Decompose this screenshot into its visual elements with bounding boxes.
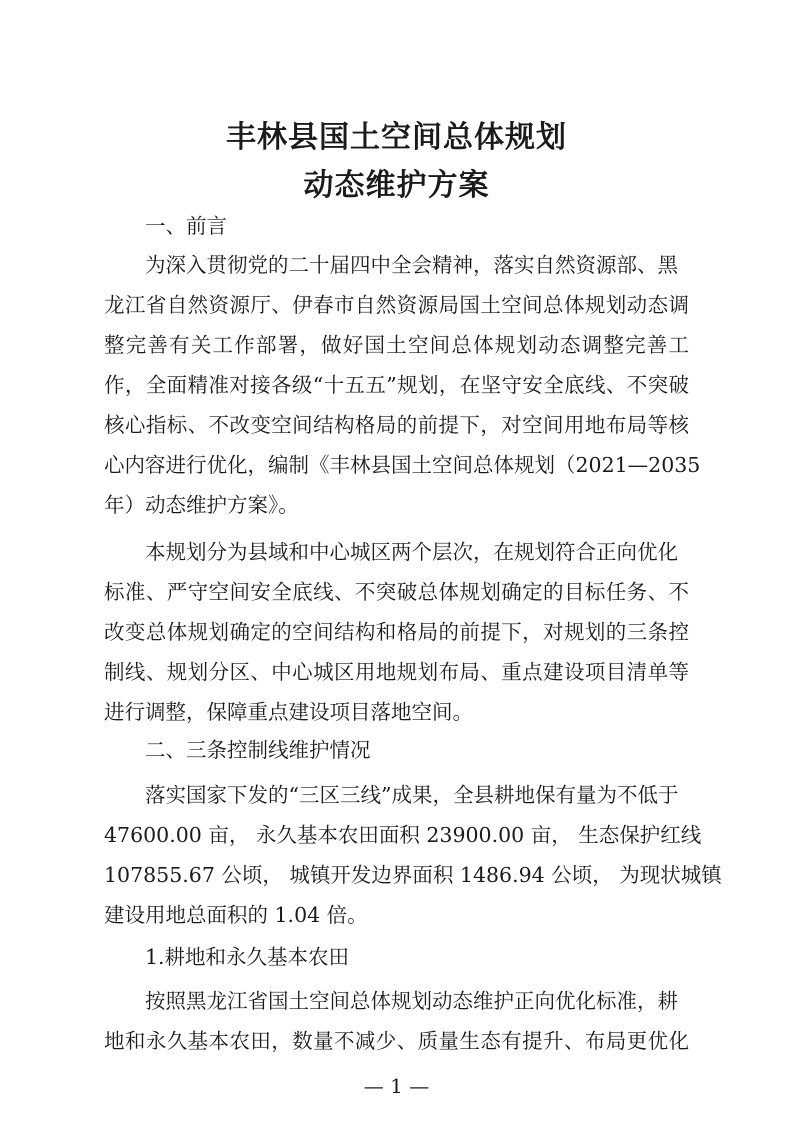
paragraph-line: 标准、严守空间安全底线、不突破总体规划确定的目标任务、不: [104, 580, 689, 604]
paragraph-line: 107855.67 公顷， 城镇开发边界面积 1486.94 公顷， 为现状城镇: [104, 863, 722, 887]
paragraph-line: 年）动态维护方案》。: [104, 493, 299, 517]
paragraph-line: 制线、规划分区、中心城区用地规划布局、重点建设项目清单等: [104, 660, 689, 684]
paragraph-line: 为深入贯彻党的二十届四中全会精神，落实自然资源部、黑: [145, 253, 678, 277]
paragraph-line: 心内容进行优化，编制《丰林县国土空间总体规划（2021—2035: [104, 453, 701, 477]
paragraph-line: 地和永久基本农田，数量不减少、质量生态有提升、布局更优化: [104, 1029, 689, 1053]
section-heading-preface: 一、前言: [145, 214, 227, 238]
paragraph-line: 龙江省自然资源厅、伊春市自然资源局国土空间总体规划动态调: [104, 293, 689, 317]
paragraph-line: 整完善有关工作部署，做好国土空间总体规划动态调整完善工: [104, 333, 689, 357]
paragraph-line: 按照黑龙江省国土空间总体规划动态维护正向优化标准，耕: [145, 989, 678, 1013]
paragraph-line: 作，全面精准对接各级“十五五”规划，在坚守安全底线、不突破: [104, 373, 689, 397]
paragraph-line: 本规划分为县域和中心城区两个层次，在规划符合正向优化: [145, 540, 678, 564]
paragraph-line: 47600.00 亩， 永久基本农田面积 23900.00 亩， 生态保护红线: [104, 823, 702, 847]
document-title-line-2: 动态维护方案: [303, 168, 490, 203]
subheading-farmland: 1.耕地和永久基本农田: [145, 945, 350, 969]
paragraph-line: 核心指标、不改变空间结构格局的前提下，对空间用地布局等核: [104, 413, 689, 437]
paragraph-line: 落实国家下发的“三区三线”成果，全县耕地保有量为不低于: [145, 783, 679, 807]
document-title-line-1: 丰林县国土空间总体规划: [226, 120, 567, 155]
page-number: — 1 —: [363, 1074, 430, 1098]
paragraph-line: 建设用地总面积的 1.04 倍。: [104, 903, 368, 927]
paragraph-line: 进行调整，保障重点建设项目落地空间。: [104, 700, 473, 724]
section-heading-control-lines: 二、三条控制线维护情况: [145, 738, 371, 762]
paragraph-line: 改变总体规划确定的空间结构和格局的前提下，对规划的三条控: [104, 620, 689, 644]
